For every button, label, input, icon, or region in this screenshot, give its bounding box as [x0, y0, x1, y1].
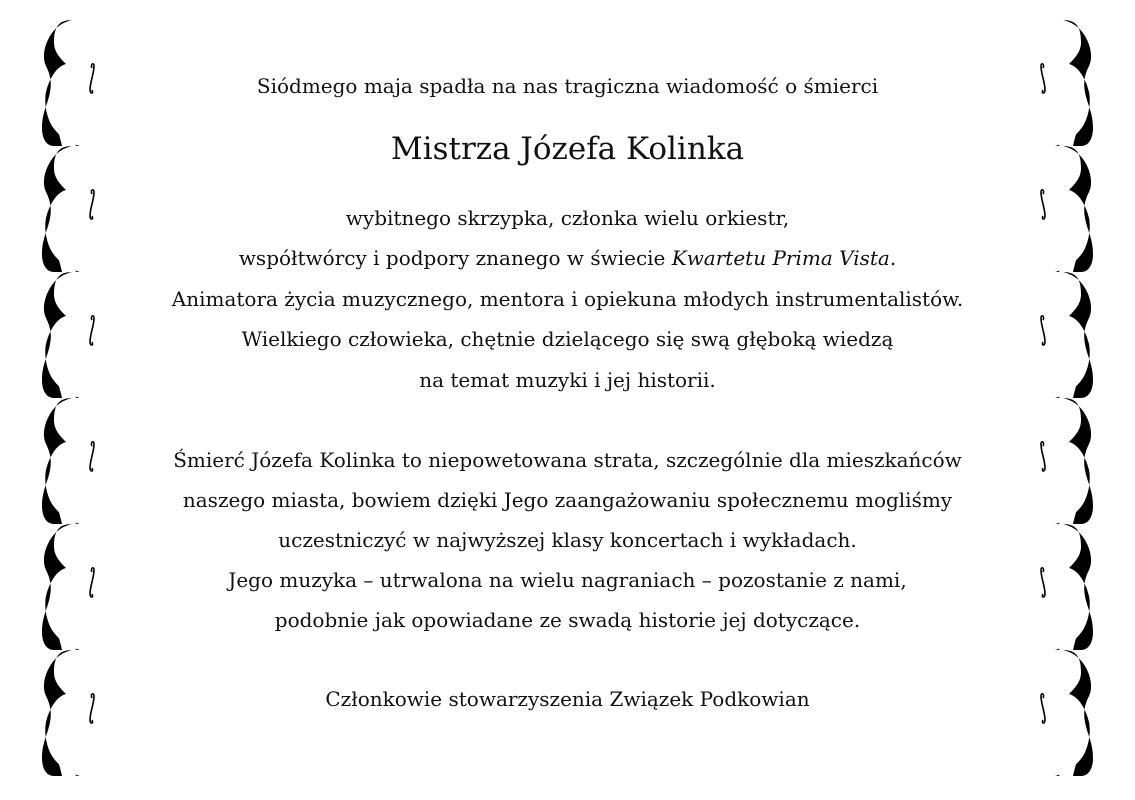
- paragraph-1-line-1: wybitnego skrzypka, członka wielu orkiestr,: [345, 206, 790, 230]
- page-title: Mistrza Józefa Kolinka: [390, 131, 745, 167]
- intro-line: Siódmego maja spadła na nas tragiczna wiadomość o śmierci: [256, 74, 879, 98]
- paragraph-1-line-2: [110, 245, 1025, 271]
- paragraph-2-line-1: Śmierć Józefa Kolinka to niepowetowana strata, szczególnie dla mieszkańców: [173, 448, 962, 472]
- paragraph-2-line-3: uczestniczyć w najwyższej klasy koncertach i wykładach.: [278, 528, 857, 552]
- right-violin-border: [1035, 0, 1135, 800]
- left-violin-border: [0, 0, 100, 800]
- paragraph-1-line-2-text: współtwórcy i podpory znanego w świecie: [238, 246, 672, 270]
- signature: Członkowie stowarzyszenia Związek Podkowian: [325, 687, 810, 711]
- paragraph-2-line-5: podobnie jak opowiadane ze swadą historie jej dotyczące.: [274, 608, 861, 632]
- paragraph-2-line-2: naszego miasta, bowiem dzięki Jego zaangażowaniu społecznemu mogliśmy: [182, 488, 953, 512]
- paragraph-2-line-4: Jego muzyka – utrwalona na wielu nagraniach – pozostanie z nami,: [228, 568, 907, 592]
- paragraph-1-line-4: Wielkiego człowieka, chętnie dzielącego się swą głęboką wiedzą: [241, 327, 894, 351]
- paragraph-1-line-5: na temat muzyki i jej historii.: [419, 368, 716, 392]
- quartet-name: Kwartetu Prima Vista.: [671, 246, 897, 270]
- paragraph-1-line-3: Animatora życia muzycznego, mentora i opiekuna młodych instrumentalistów.: [171, 287, 964, 311]
- obituary-notice: [110, 0, 1025, 800]
